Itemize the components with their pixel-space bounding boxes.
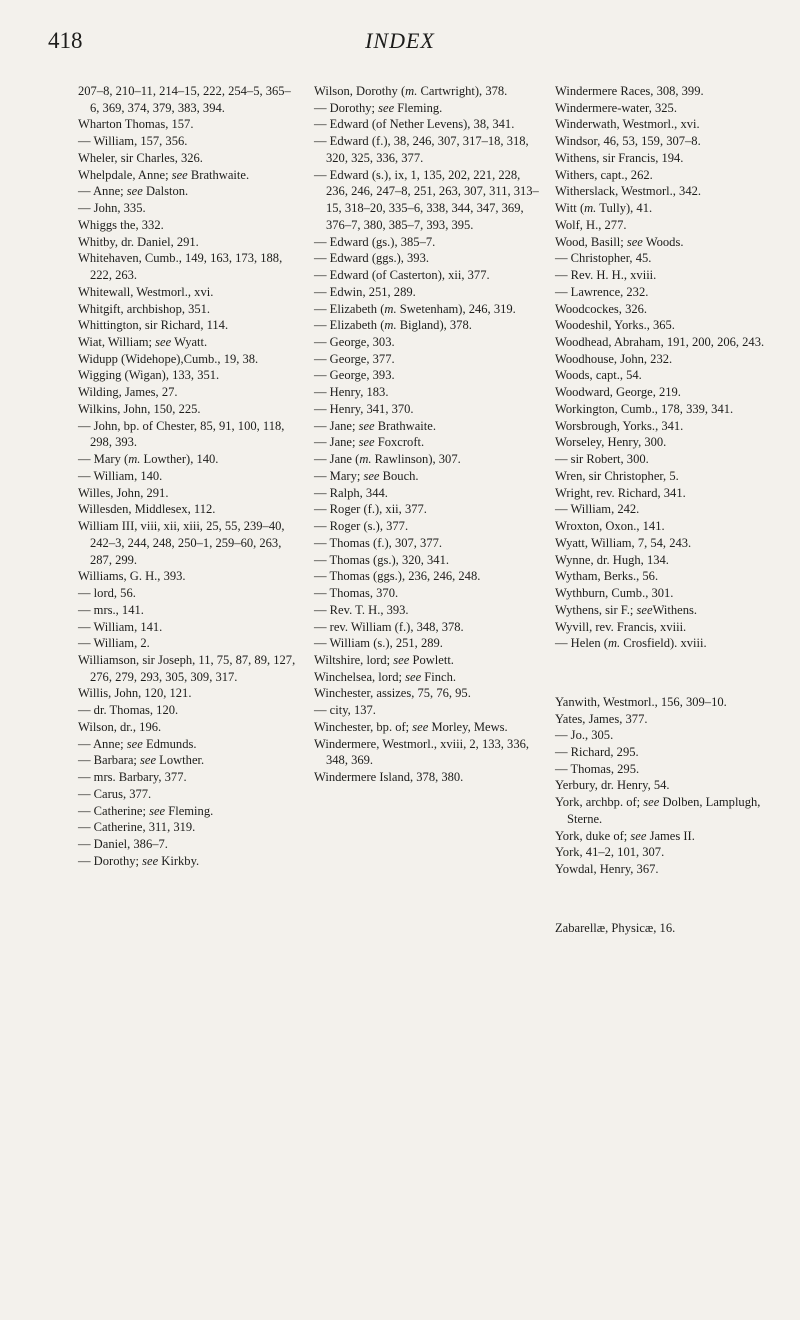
index-entry: — Elizabeth (m. Swetenham), 246, 319. (314, 301, 516, 316)
index-entry: Whelpdale, Anne; see Brathwaite. (78, 167, 250, 182)
index-entry: Winderwath, Westmorl., xvi. (555, 117, 700, 132)
index-entry: — Elizabeth (m. Bigland), 378. (314, 318, 472, 333)
index-entry: — Thomas, 370. (314, 586, 399, 601)
index-entry: — Edward (gs.), 385–7. (314, 234, 436, 249)
index-entry: Wynne, dr. Hugh, 134. (555, 552, 669, 567)
letter-section-gap (555, 890, 775, 907)
index-entry: — Roger (f.), xii, 377. (314, 502, 427, 517)
index-entry: — Dorothy; see Fleming. (314, 100, 443, 115)
index-entry: — William, 242. (555, 502, 640, 517)
index-entry: Wood, Basill; see Woods. (555, 234, 684, 249)
index-entry: Witherslack, Westmorl., 342. (555, 184, 701, 199)
index-entry: — Ralph, 344. (314, 485, 388, 500)
index-entry: Widupp (Widehope),Cumb., 19, 38. (78, 351, 259, 366)
index-entry: 207–8, 210–11, 214–15, 222, 254–5, 365–6, 369, 374, 379, 383, 394. (78, 84, 291, 115)
index-entry: Williamson, sir Joseph, 11, 75, 87, 89, 127, 276, 279, 293, 305, 309, 317. (78, 652, 296, 684)
index-entry: — George, 377. (314, 351, 395, 366)
index-entry: Witt (m. Tully), 41. (555, 201, 653, 216)
index-entry: Willis, John, 120, 121. (78, 686, 192, 701)
index-entry: William III, viii, xii, xiii, 25, 55, 239–40, 242–3, 244, 248, 250–1, 259–60, 263, 287, 299. (78, 519, 285, 567)
index-column-3 (555, 83, 775, 936)
index-entry: — Catherine, 311, 319. (78, 820, 196, 835)
index-entry: — Anne; see Edmunds. (78, 736, 197, 751)
index-entry: — Edward (of Casterton), xii, 377. (314, 268, 490, 283)
page-header (0, 0, 800, 70)
index-entry: — Rev. T. H., 393. (314, 602, 409, 617)
index-entry: — lord, 56. (78, 586, 136, 601)
index-entry: — Mary (m. Lowther), 140. (78, 452, 219, 467)
index-entry: — Helen (m. Crosfield). xviii. (555, 636, 707, 651)
index-entry: Whiggs the, 332. (78, 217, 164, 232)
page-number: 418 (48, 28, 83, 53)
index-entry: — Henry, 341, 370. (314, 401, 414, 416)
index-entry: — Roger (s.), 377. (314, 519, 409, 534)
index-entry: — George, 303. (314, 335, 395, 350)
index-entry: Yowdal, Henry, 367. (555, 862, 659, 877)
index-entry: Wilson, dr., 196. (78, 719, 162, 734)
index-entry: Wiat, William; see Wyatt. (78, 335, 208, 350)
index-entry: — Thomas, 295. (555, 761, 640, 776)
index-entry: — Edward (f.), 38, 246, 307, 317–18, 318, 320, 325, 336, 377. (314, 134, 529, 165)
index-entry: Wyatt, William, 7, 54, 243. (555, 535, 692, 550)
index-entry: Whitewall, Westmorl., xvi. (78, 284, 214, 299)
index-entry: Woodeshil, Yorks., 365. (555, 318, 675, 333)
index-entry: — Henry, 183. (314, 385, 389, 400)
index-entry: Wytham, Berks., 56. (555, 569, 659, 584)
index-entry: — William, 2. (78, 636, 150, 651)
index-entry: — William, 157, 356. (78, 134, 188, 149)
index-entry: — William, 140. (78, 468, 163, 483)
index-entry: — Lawrence, 232. (555, 284, 649, 299)
index-entry: York, archbp. of; see Dolben, Lamplugh, Sterne. (555, 795, 761, 826)
index-entry: — Jane; see Brathwaite. (314, 418, 436, 433)
index-entry: Wythens, sir F.; seeWithens. (555, 602, 698, 617)
index-column-1 (78, 83, 300, 870)
index-entry: — mrs. Barbary, 377. (78, 770, 187, 785)
index-entry: Yerbury, dr. Henry, 54. (555, 778, 670, 793)
index-entry: Wroxton, Oxon., 141. (555, 519, 665, 534)
index-entry: Wilding, James, 27. (78, 385, 178, 400)
index-entry: — Christopher, 45. (555, 251, 652, 266)
index-entry: — Edward (of Nether Levens), 38, 341. (314, 117, 515, 132)
index-entry: — Edward (s.), ix, 1, 135, 202, 221, 228, 236, 246, 247–8, 251, 263, 307, 311, 313–15, 318–20, 335–6, 338, 344, 347, 369, 376–7, 380, 385–7, 393, 395. (314, 167, 539, 232)
index-entry: — dr. Thomas, 120. (78, 703, 179, 718)
index-entry: York, duke of; see James II. (555, 828, 695, 843)
index-entry: — George, 393. (314, 368, 395, 383)
index-entry: — Jo., 305. (555, 728, 614, 743)
index-entry: Zabarellæ, Physicæ, 16. (555, 920, 676, 935)
index-entry: — Dorothy; see Kirkby. (78, 853, 200, 868)
index-entry: Williams, G. H., 393. (78, 569, 186, 584)
index-entry: — Rev. H. H., xviii. (555, 268, 657, 283)
index-entry: Woodward, George, 219. (555, 385, 681, 400)
index-entry: Wren, sir Christopher, 5. (555, 468, 679, 483)
index-entry: Worsbrough, Yorks., 341. (555, 418, 684, 433)
index-entry: Wigging (Wigan), 133, 351. (78, 368, 220, 383)
index-entry: Woodcockes, 326. (555, 301, 648, 316)
index-entry: — Mary; see Bouch. (314, 468, 419, 483)
index-entry: Woods, capt., 54. (555, 368, 642, 383)
index-entry: — Richard, 295. (555, 744, 639, 759)
index-entry: — Edwin, 251, 289. (314, 284, 416, 299)
index-entry: — Catherine; see Fleming. (78, 803, 214, 818)
index-entry: Withers, capt., 262. (555, 167, 653, 182)
index-entry: Wright, rev. Richard, 341. (555, 485, 686, 500)
index-entry: — Jane (m. Rawlinson), 307. (314, 452, 461, 467)
index-entry: Whitehaven, Cumb., 149, 163, 173, 188, 222, 263. (78, 251, 283, 283)
index-entry: — city, 137. (314, 703, 376, 718)
index-entry: Yanwith, Westmorl., 156, 309–10. (555, 694, 727, 709)
index-entry: — Thomas (f.), 307, 377. (314, 535, 443, 550)
index-entry: — William, 141. (78, 619, 163, 634)
index-entry: — sir Robert, 300. (555, 452, 649, 467)
index-entry: — Edward (ggs.), 393. (314, 251, 429, 266)
index-entry: Wilkins, John, 150, 225. (78, 401, 201, 416)
index-entry: — William (s.), 251, 289. (314, 636, 443, 651)
index-entry: Wharton Thomas, 157. (78, 117, 194, 132)
index-entry: — Barbara; see Lowther. (78, 753, 205, 768)
index-entry: Yates, James, 377. (555, 711, 648, 726)
index-entry: — Thomas (gs.), 320, 341. (314, 552, 449, 567)
index-entry: — Carus, 377. (78, 786, 152, 801)
index-entry: Wyvill, rev. Francis, xviii. (555, 619, 687, 634)
index-entry: Whitby, dr. Daniel, 291. (78, 234, 199, 249)
index-entry: Wheler, sir Charles, 326. (78, 150, 203, 165)
index-entry: Wolf, H., 277. (555, 217, 627, 232)
index-entry: Windermere Races, 308, 399. (555, 84, 704, 98)
index-entry: Willes, John, 291. (78, 485, 169, 500)
index-entry: Worseley, Henry, 300. (555, 435, 667, 450)
index-entry: Winchester, bp. of; see Morley, Mews. (314, 719, 508, 734)
index-entry: — Anne; see Dalston. (78, 184, 189, 199)
running-head: INDEX (365, 28, 435, 53)
index-entry: Windsor, 46, 53, 159, 307–8. (555, 134, 701, 149)
index-entry: Winchelsea, lord; see Finch. (314, 669, 457, 684)
index-entry: Windermere Island, 378, 380. (314, 770, 464, 785)
index-column-2 (314, 83, 539, 786)
index-entry: — John, 335. (78, 201, 146, 216)
index-entry: — Jane; see Foxcroft. (314, 435, 425, 450)
index-entry: Wilson, Dorothy (m. Cartwright), 378. (314, 84, 508, 98)
index-entry: Wiltshire, lord; see Powlett. (314, 652, 454, 667)
index-entry: — mrs., 141. (78, 602, 144, 617)
index-entry: Workington, Cumb., 178, 339, 341. (555, 401, 734, 416)
letter-section-gap (555, 665, 775, 682)
index-entry: York, 41–2, 101, 307. (555, 845, 665, 860)
index-entry: Woodhead, Abraham, 191, 200, 206, 243. (555, 335, 765, 350)
index-entry: Woodhouse, John, 232. (555, 351, 673, 366)
index-entry: Withens, sir Francis, 194. (555, 150, 684, 165)
index-entry: — rev. William (f.), 348, 378. (314, 619, 464, 634)
index-entry: — Daniel, 386–7. (78, 837, 168, 852)
index-entry: Willesden, Middlesex, 112. (78, 502, 216, 517)
index-entry: Whittington, sir Richard, 114. (78, 318, 229, 333)
index-entry: — John, bp. of Chester, 85, 91, 100, 118, 298, 393. (78, 418, 285, 450)
index-entry: Whitgift, archbishop, 351. (78, 301, 211, 316)
index-entry: Windermere, Westmorl., xviii, 2, 133, 336, 348, 369. (314, 736, 529, 768)
index-entry: Windermere-water, 325. (555, 100, 677, 115)
index-entry: — Thomas (ggs.), 236, 246, 248. (314, 569, 481, 584)
index-entry: Wythburn, Cumb., 301. (555, 586, 674, 601)
index-entry: Winchester, assizes, 75, 76, 95. (314, 686, 471, 701)
